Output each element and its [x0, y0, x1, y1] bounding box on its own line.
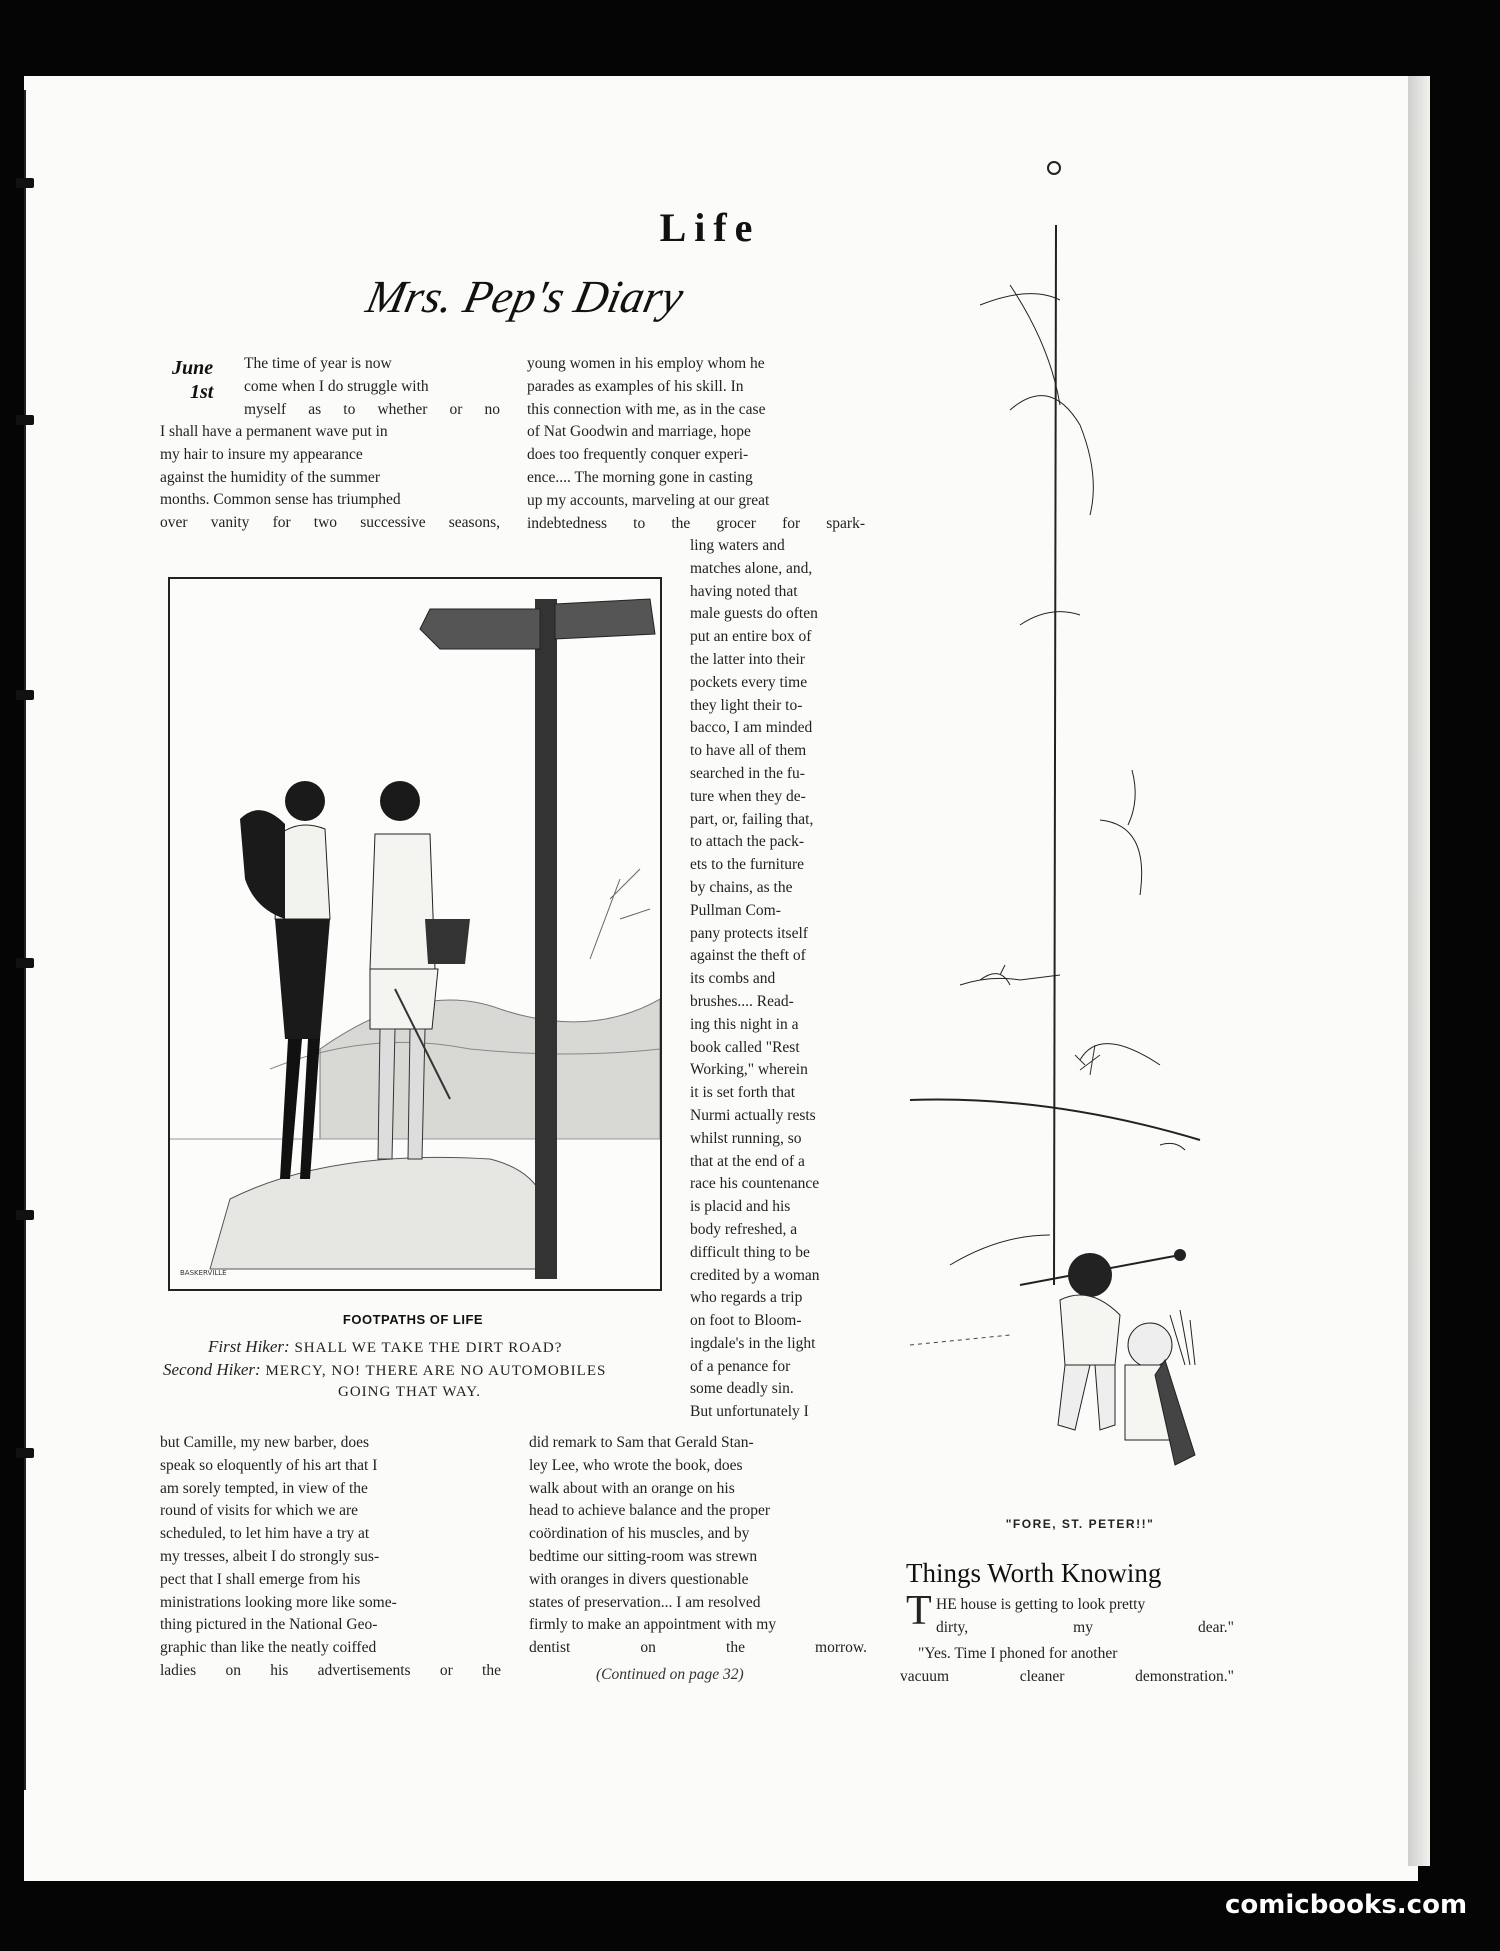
- text-line: to have all of them: [690, 742, 807, 760]
- artist-signature: BASKERVILLE: [180, 1269, 227, 1277]
- text-line: vacuum cleaner demonstration.": [900, 1667, 1234, 1685]
- text-line: come when I do struggle with: [244, 377, 429, 395]
- golf-cartoon: [900, 225, 1240, 1515]
- binding-line: [24, 90, 26, 1790]
- text-line: But unfortunately I: [690, 1403, 809, 1421]
- text-line: dirty, my dear.": [936, 1618, 1234, 1636]
- text-line: this connection with me, as in the case: [527, 400, 766, 418]
- things-text: [900, 1643, 1234, 1711]
- text-line: ingdale's in the light: [690, 1334, 816, 1352]
- text-line: they light their to-: [690, 696, 803, 714]
- text-line: states of preservation... I am resolved: [529, 1593, 761, 1611]
- text-line: ministrations looking more like some-: [160, 1593, 397, 1611]
- text-line: who regards a trip: [690, 1289, 803, 1307]
- text-line: body refreshed, a: [690, 1220, 798, 1238]
- text-line: ence.... The morning gone in casting: [527, 468, 753, 486]
- masthead: Life: [659, 205, 761, 250]
- text-line: dentist on the morrow.: [529, 1639, 867, 1657]
- golf-drawing: [900, 225, 1240, 1515]
- text-line: by chains, as the: [690, 878, 793, 896]
- text-line: some deadly sin.: [690, 1380, 794, 1398]
- text-line: against the humidity of the summer: [160, 468, 380, 486]
- text-line: ing this night in a: [690, 1015, 799, 1033]
- binding-stitch: [16, 415, 34, 425]
- page-edge: [1408, 76, 1430, 1866]
- diary-col1-bottom: [160, 1432, 501, 1706]
- text-line: having noted that: [690, 582, 798, 600]
- binding-stitch: [16, 1210, 34, 1220]
- text-line: scheduled, to let him have a try at: [160, 1525, 370, 1543]
- text-line: credited by a woman: [690, 1266, 820, 1284]
- text-line: matches alone, and,: [690, 559, 813, 577]
- text-line: firmly to make an appointment with my: [529, 1616, 777, 1634]
- text-line: coördination of his muscles, and by: [529, 1525, 750, 1543]
- binding-stitch: [16, 1448, 34, 1458]
- text-line: ley Lee, who wrote the book, does: [529, 1456, 743, 1474]
- watermark: comicbooks.com: [1225, 1890, 1468, 1920]
- diary-col2-bottom: [529, 1432, 867, 1683]
- text-line: The time of year is now: [244, 355, 392, 372]
- text-line: did remark to Sam that Gerald Stan-: [529, 1434, 754, 1451]
- text-line: thing pictured in the National Geo-: [160, 1616, 378, 1634]
- binding-stitch: [16, 690, 34, 700]
- cartoon-title: FOOTPATHS OF LIFE: [342, 1312, 484, 1327]
- text-line: HE house is getting to look pretty: [936, 1596, 1146, 1613]
- text-line: ling waters and: [690, 537, 785, 554]
- text-line: round of visits for which we are: [160, 1502, 359, 1520]
- text-line: race his countenance: [690, 1175, 820, 1193]
- text-line: up my accounts, marveling at our great: [527, 491, 770, 509]
- text-line: months. Common sense has triumphed: [160, 491, 401, 509]
- text-line: walk about with an orange on his: [529, 1479, 735, 1497]
- text-line: young women in his employ whom he: [527, 355, 765, 372]
- text-line: pect that I shall emerge from his: [160, 1570, 361, 1588]
- text-line: graphic than like the neatly coiffed: [160, 1639, 377, 1657]
- text-line: searched in the fu-: [690, 764, 805, 782]
- drop-cap: T: [906, 1588, 932, 1634]
- diary-col2-top: [527, 353, 865, 558]
- things-worth-knowing-title: Things Worth Knowing: [906, 1558, 1162, 1588]
- text-line: put an entire box of: [690, 628, 812, 646]
- article-title: Mrs. Pep's Diary: [361, 271, 689, 322]
- text-line: to attach the pack-: [690, 833, 805, 851]
- text-line: against the theft of: [690, 947, 806, 965]
- text-line: "Yes. Time I phoned for another: [918, 1645, 1118, 1662]
- text-line: parades as examples of his skill. In: [527, 377, 744, 395]
- text-line: ladies on his advertisements or the: [160, 1661, 501, 1679]
- cartoon-line-1: [208, 1337, 562, 1357]
- text-line: Nurmi actually rests: [690, 1106, 816, 1124]
- text-line: its combs and: [690, 970, 776, 988]
- text-line: book called "Rest: [690, 1038, 800, 1056]
- page-mark-icon: [1047, 161, 1061, 175]
- text-line: ture when they de-: [690, 787, 806, 805]
- text-line: ets to the furniture: [690, 856, 805, 874]
- text-line: pany protects itself: [690, 924, 808, 942]
- text-line: with oranges in divers questionable: [529, 1570, 749, 1588]
- text-line: it is set forth that: [690, 1084, 796, 1102]
- text-line: part, or, failing that,: [690, 810, 814, 828]
- binding-stitch: [16, 958, 34, 968]
- text-line: pockets every time: [690, 673, 808, 691]
- speaker-2: Second Hiker:: [163, 1360, 261, 1379]
- text-line: on foot to Bloom-: [690, 1312, 802, 1330]
- diary-col2-narrow: [690, 535, 867, 1447]
- hikers-drawing: [170, 579, 660, 1289]
- text-line: does too frequently conquer experi-: [527, 446, 749, 464]
- golf-caption: "FORE, ST. PETER!!": [1005, 1517, 1155, 1531]
- text-line: Working," wherein: [690, 1061, 808, 1079]
- text-line: speak so eloquently of his art that I: [160, 1456, 378, 1474]
- text-line: over vanity for two successive seasons,: [160, 514, 500, 532]
- cartoon-line-2-cont: GOING THAT WAY.: [338, 1384, 481, 1400]
- text-line: indebtedness to the grocer for spark-: [527, 514, 865, 532]
- text-line: difficult thing to be: [690, 1243, 810, 1261]
- speaker-1: First Hiker:: [208, 1337, 290, 1356]
- text-line: bedtime our sitting-room was strewn: [529, 1547, 758, 1565]
- diary-col1-top: [160, 421, 500, 558]
- text-line: am sorely tempted, in view of the: [160, 1479, 368, 1497]
- binding-stitch: [16, 178, 34, 188]
- text-line: Pullman Com-: [690, 901, 781, 919]
- text-line: my tresses, albeit I do strongly sus-: [160, 1547, 380, 1565]
- text-line: I shall have a permanent wave put in: [160, 423, 388, 440]
- dateline-day: 1st: [190, 381, 214, 403]
- dateline-month: June: [172, 357, 214, 379]
- text-line: is placid and his: [690, 1198, 791, 1216]
- text-line: that at the end of a: [690, 1152, 805, 1170]
- text-line: head to achieve balance and the proper: [529, 1502, 770, 1520]
- text-line: my hair to insure my appearance: [160, 445, 363, 463]
- text-line: the latter into their: [690, 650, 805, 668]
- text-line: of a penance for: [690, 1357, 791, 1375]
- continued-note: (Continued on page 32): [596, 1666, 744, 1683]
- text-line: of Nat Goodwin and marriage, hope: [527, 423, 751, 441]
- text-line: male guests do often: [690, 605, 818, 623]
- text-line: but Camille, my new barber, does: [160, 1434, 370, 1451]
- dialog-2: MERCY, NO! THERE ARE NO AUTOMOBILES: [265, 1363, 607, 1379]
- dateline: [172, 356, 232, 404]
- footpaths-illustration: [168, 577, 662, 1291]
- cartoon-line-2: [163, 1360, 606, 1380]
- text-line: whilst running, so: [690, 1129, 802, 1147]
- dialog-1: SHALL WE TAKE THE DIRT ROAD?: [294, 1340, 563, 1356]
- text-line: bacco, I am minded: [690, 719, 813, 737]
- text-line: myself as to whether or no: [244, 400, 500, 418]
- text-line: brushes.... Read-: [690, 992, 794, 1010]
